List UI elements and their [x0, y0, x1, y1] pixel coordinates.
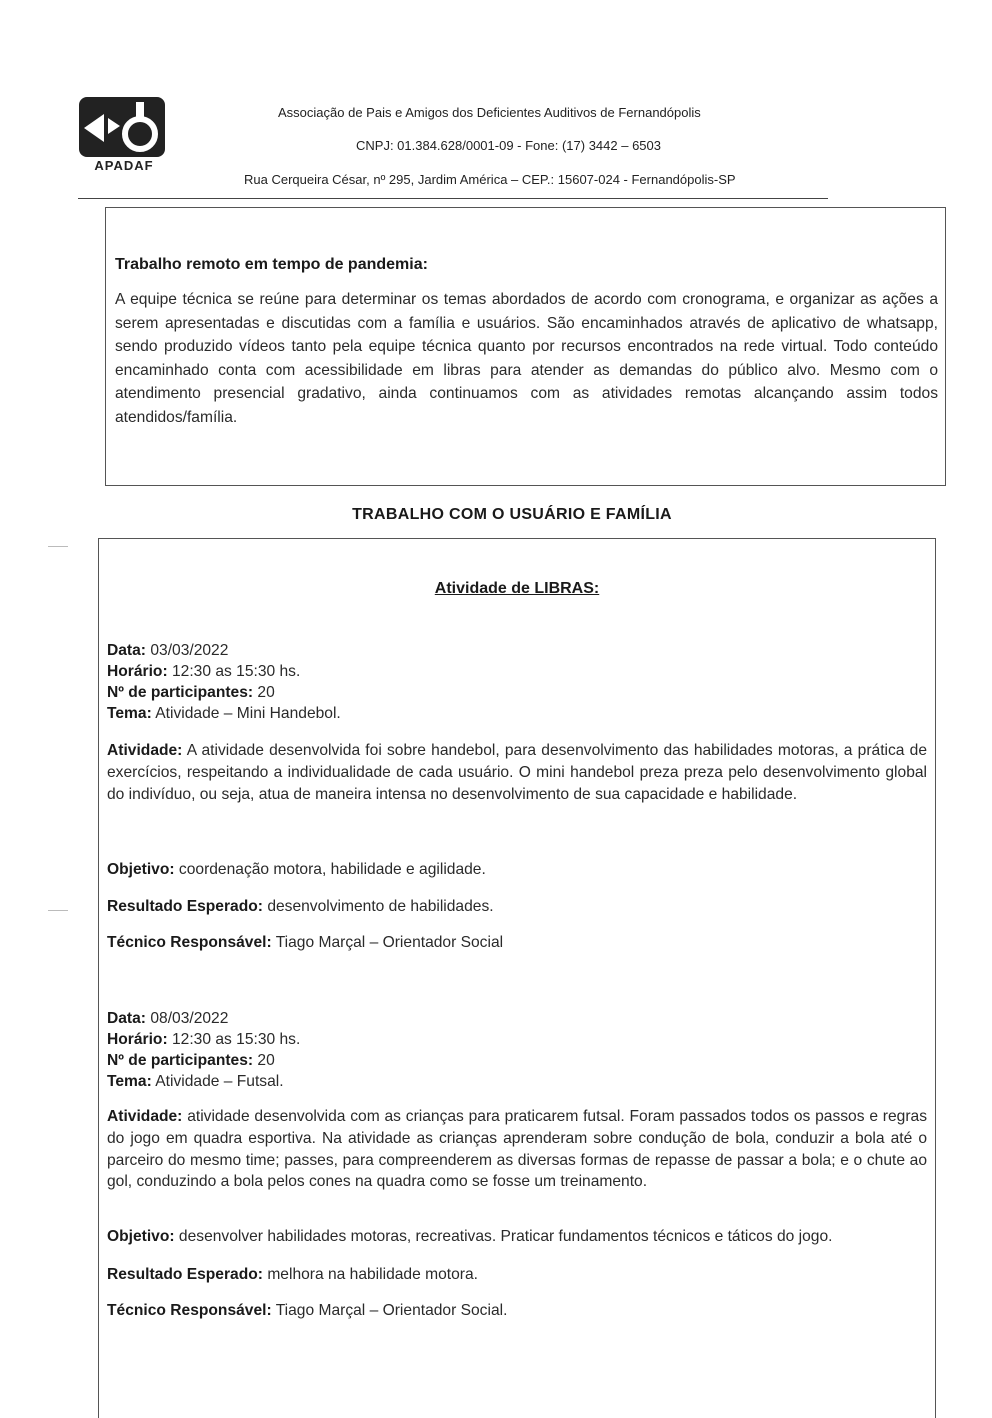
- section-title: TRABALHO COM O USUÁRIO E FAMÍLIA: [352, 506, 672, 523]
- org-name: Associação de Pais e Amigos dos Deficientes Auditivos de Fernandópolis: [278, 105, 701, 120]
- margin-mark: [48, 546, 68, 547]
- activities-box: [98, 538, 936, 1418]
- entry-date: 08/03/2022: [150, 1010, 229, 1027]
- remote-work-box: [105, 207, 946, 486]
- apadaf-logo: [78, 96, 170, 178]
- entry-technician: Técnico Responsável: Tiago Marçal – Orientador Social.: [107, 1302, 508, 1319]
- entry-meta: Data: 03/03/2022 Horário: 12:30 as 15:30 hs. Nº de participantes: 20 Tema: Atividade – Mini Handebol.: [107, 642, 341, 722]
- entry-time: 12:30 as 15:30 hs.: [172, 663, 301, 680]
- header-divider: [78, 198, 828, 199]
- entry-time: 12:30 as 15:30 hs.: [172, 1031, 301, 1048]
- margin-mark: [48, 910, 68, 911]
- entry-activity: Atividade: atividade desenvolvida com as crianças para praticarem futsal. Foram passados todos os passos e regras do jogo em quadra esportiva. Na atividade as crianças aprenderam sobre condução de bola, conduzir a bola até o parceiro do mesmo time; passes, para compreenderem as diversas formas de repasse de passar a bola; e o chute ao gol, conduzindo a bola pelos cones na quadra como se fosse um treinamento.: [107, 1108, 927, 1191]
- entry-technician: Técnico Responsável: Tiago Marçal – Orientador Social: [107, 934, 504, 951]
- entry-objective: Objetivo: desenvolver habilidades motoras, recreativas. Praticar fundamentos técnicos e táticos do jogo.: [107, 1228, 833, 1245]
- activity-title: Atividade de LIBRAS:: [434, 580, 600, 597]
- ear-logo-icon: [78, 96, 170, 158]
- remote-work-text: A equipe técnica se reúne para determinar os temas abordados de acordo com cronograma, e organizar as ações a serem apresentadas e discutidas com a família e usuários. São encaminhados através de aplicativo de whatsapp, sendo produzido vídeos tanto pela equipe técnica quanto por recursos encontrados na rede virtual. Todo conteúdo encaminhado conta com acessibilidade em libras para atender as demandas do público alvo. Mesmo com o atendimento presencial gradativo, ainda continuamos com as atividades remotas alcançando assim todos atendidos/família.: [115, 291, 938, 426]
- remote-work-title: Trabalho remoto em tempo de pandemia:: [115, 256, 428, 273]
- entry-expected: Resultado Esperado: melhora na habilidade motora.: [107, 1266, 478, 1283]
- cnpj-phone: CNPJ: 01.384.628/0001-09 - Fone: (17) 3442 – 6503: [356, 138, 661, 153]
- entry-theme: Atividade – Mini Handebol.: [155, 705, 341, 722]
- entry-theme: Atividade – Futsal.: [155, 1073, 284, 1090]
- address: Rua Cerqueira César, nº 295, Jardim América – CEP.: 15607-024 - Fernandópolis-SP: [244, 172, 736, 187]
- entry-participants: 20: [257, 684, 275, 701]
- entry-date: 03/03/2022: [150, 642, 229, 659]
- entry-expected: Resultado Esperado: desenvolvimento de habilidades.: [107, 898, 494, 915]
- entry-participants: 20: [257, 1052, 275, 1069]
- entry-meta: Data: 08/03/2022 Horário: 12:30 as 15:30 hs. Nº de participantes: 20 Tema: Atividade – Futsal.: [107, 1010, 301, 1090]
- entry-objective: Objetivo: coordenação motora, habilidade e agilidade.: [107, 861, 486, 878]
- logo-text: APADAF: [94, 158, 154, 173]
- entry-activity: Atividade: A atividade desenvolvida foi sobre handebol, para desenvolvimento das habilidades motoras, a prática de exercícios, respeitando a individualidade de cada usuário. O mini handebol preza preza pelo desenvolvimento global do indivíduo, ou seja, atua de maneira intensa no desenvolvimento de sua capacidade e habilidade.: [107, 742, 927, 803]
